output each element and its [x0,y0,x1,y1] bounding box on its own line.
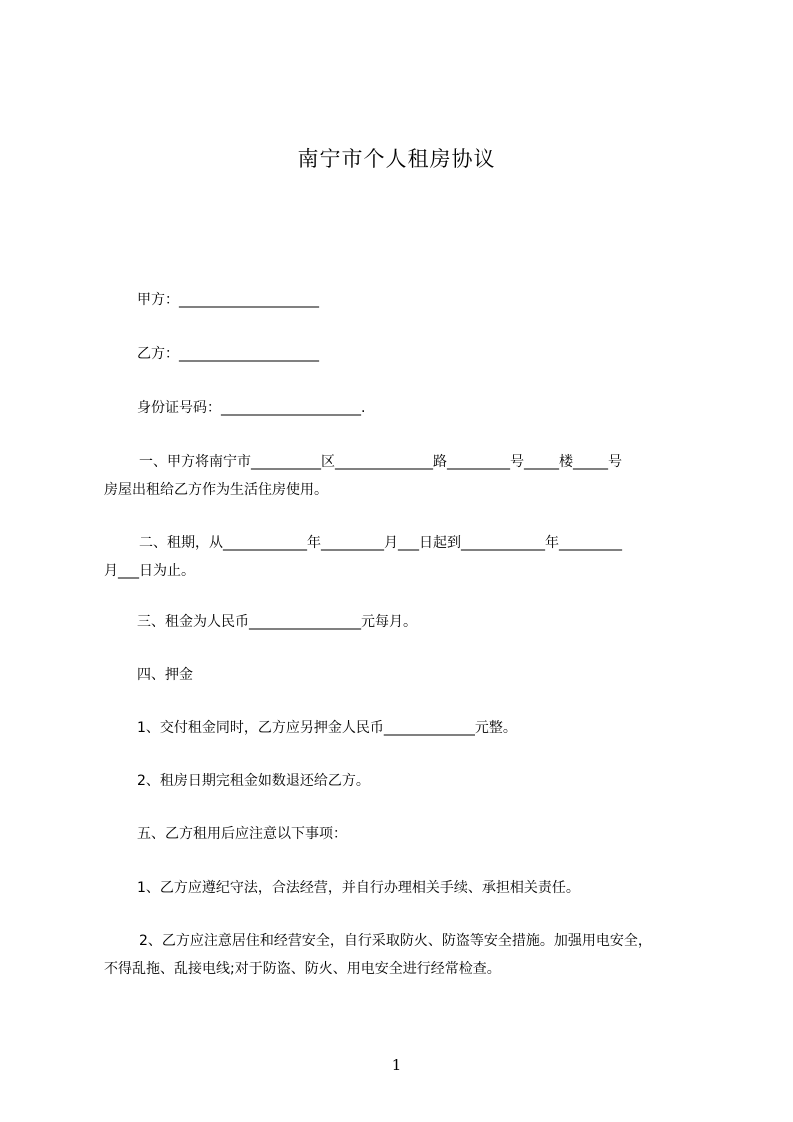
clause-2-line-2: 月___日为止。 [104,563,195,579]
clause-4-heading: 四、押金 [137,667,193,683]
clause-4-item-1: 1、交付租金同时，乙方应另押金人民币_____________元整。 [137,720,517,736]
document-title: 南宁市个人租房协议 [297,147,496,171]
clause-3-line: 三、租金为人民币________________元每月。 [137,614,417,630]
id-number-line: 身份证号码：____________________. [137,400,366,416]
clause-5-item-2-line-1: 2、乙方应注意居住和经营安全，自行采取防火、防盗等安全措施。加强用电安全， [139,933,652,949]
clause-4-item-2: 2、租房日期完租金如数退还给乙方。 [137,773,370,789]
party-b-line: 乙方：____________________ [137,346,319,362]
clause-5-heading: 五、乙方租用后应注意以下事项： [137,826,347,842]
clause-2-line-1: 二、租期，从____________年_________月___日起到____________年_________ [139,535,622,551]
page-number: 1 [391,1056,402,1074]
clause-5-item-2-line-2: 不得乱拖、乱接电线;对于防盗、防火、用电安全进行经常检查。 [104,961,501,977]
clause-1-line-2: 房屋出租给乙方作为生活住房使用。 [104,482,328,498]
clause-1-line-1: 一、甲方将南宁市__________区______________路_________号_____楼_____号 [139,454,622,470]
clause-5-item-1: 1、乙方应遵纪守法，合法经营，并自行办理相关手续、承担相关责任。 [137,880,580,896]
party-a-line: 甲方：____________________ [137,292,319,308]
